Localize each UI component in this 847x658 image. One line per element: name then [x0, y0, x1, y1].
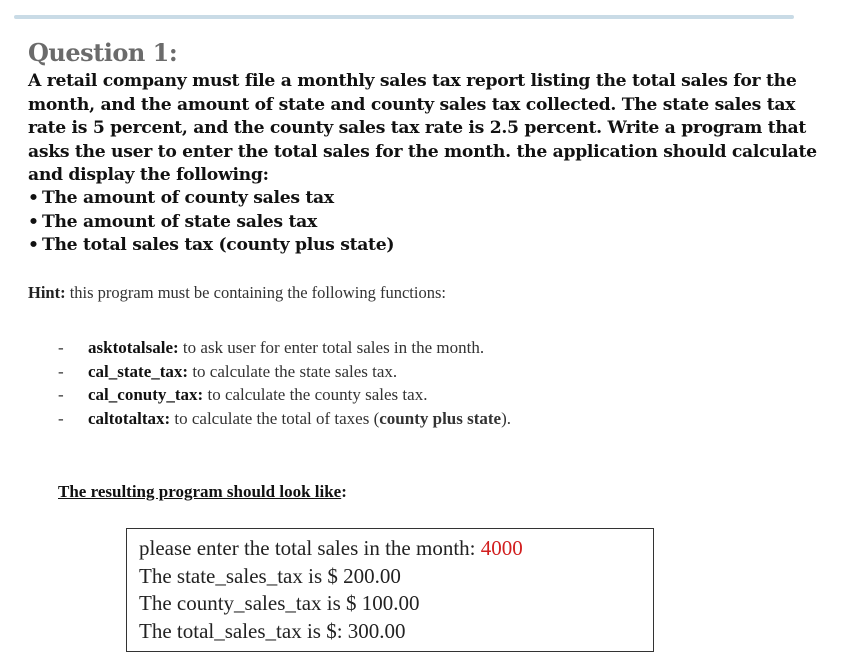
list-item-text: The amount of state sales tax	[42, 211, 317, 232]
result-heading	[58, 482, 347, 502]
output-prompt: please enter the total sales in the month:	[139, 536, 481, 560]
user-input-value: 4000	[480, 536, 523, 560]
output-line: The total_sales_tax is $: 300.00	[139, 618, 406, 643]
dash-icon: -	[58, 338, 64, 357]
dash-icon: -	[58, 408, 64, 428]
function-description: to calculate the state sales tax.	[188, 361, 398, 381]
question-title: Question 1:	[28, 38, 178, 67]
requirements-list	[28, 187, 394, 258]
top-divider	[14, 15, 794, 19]
function-description-end: ).	[501, 408, 512, 428]
list-item	[28, 187, 394, 211]
list-item	[58, 383, 511, 407]
output-line	[139, 535, 641, 563]
functions-list	[58, 336, 511, 430]
result-heading-text: The resulting program should look like	[58, 482, 342, 501]
function-description: to calculate the county sales tax.	[203, 385, 428, 404]
list-item	[58, 336, 511, 360]
hint-text: this program must be containing the following functions:	[65, 283, 446, 302]
result-heading-colon: :	[341, 482, 347, 501]
dash-icon: -	[58, 361, 64, 381]
output-line: The state_sales_tax is $ 200.00	[139, 563, 401, 588]
list-item	[58, 407, 511, 431]
bullet-icon: •	[28, 235, 39, 256]
question-body: A retail company must file a monthly sales tax report listing the total sales for the month, and the amount of state and county sales tax collected. The state sales tax rate is 5 percent, and the county sales tax rate is 2.5 percent. Write a program that asks the user to enter the total sales for the month. the application should calculate and display the following:	[28, 71, 817, 186]
list-item-text: The amount of county sales tax	[42, 188, 334, 208]
list-item-text: The total sales tax (county plus state)	[42, 235, 395, 256]
program-output-box	[126, 528, 654, 652]
hint-paragraph	[28, 283, 446, 303]
function-description: to ask user for enter total sales in the month.	[178, 338, 485, 357]
list-item	[58, 360, 511, 384]
hint-label: Hint:	[28, 283, 66, 302]
function-name: caltotaltax:	[88, 408, 171, 428]
output-line: The county_sales_tax is $ 100.00	[139, 591, 420, 615]
function-description: to calculate the total of taxes (	[170, 408, 380, 428]
function-description-emphasis: county plus state	[379, 408, 502, 428]
list-item	[28, 211, 394, 235]
bullet-icon: •	[28, 211, 39, 232]
function-name: asktotalsale:	[88, 338, 179, 357]
bullet-icon: •	[28, 188, 39, 208]
dash-icon: -	[58, 385, 64, 404]
list-item	[28, 234, 394, 258]
function-name: cal_conuty_tax:	[88, 385, 204, 404]
function-name: cal_state_tax:	[88, 361, 189, 381]
